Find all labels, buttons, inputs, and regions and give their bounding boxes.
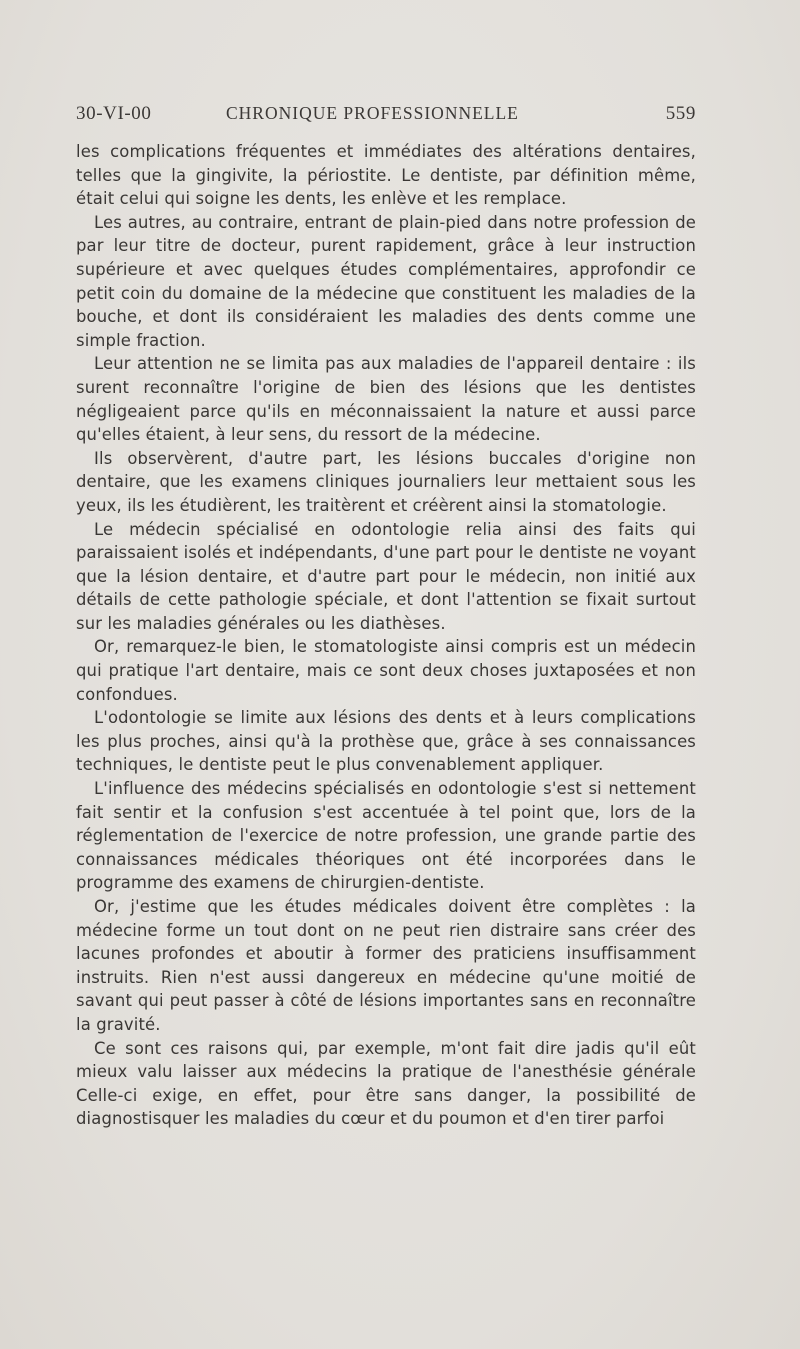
paragraph-10: Ce sont ces raisons qui, par exemple, m'ont fait dire jadis qu'il eût mieux valu laisser aux médecins la pratique de l'anesthésie générale Celle-ci exige, en effet, pour être sans danger, la possibilité de diagnostisquer les maladies du cœur et du poumon et d'en tirer parfoi [76, 1038, 696, 1129]
paragraph-1: les complications fréquentes et immédiates des altérations dentaires, telles que la gingivite, la périostite. Le dentiste, par définition même, était celui qui soigne les dents, les enlève et les remplace. [76, 142, 696, 209]
running-head [76, 103, 696, 129]
issue-date: 30-VI-00 [76, 103, 152, 124]
paragraph-8: L'influence des médecins spécialisés en odontologie s'est si nettement fait sentir et la confusion s'est accentuée à tel point que, lors de la réglementation de l'exercice de notre profession, une grande partie des connaissances médicales théoriques ont été incorporées dans le programme des examens de chirurgien-dentiste. [76, 779, 696, 893]
paragraph-3: Leur attention ne se limita pas aux maladies de l'appareil dentaire : ils surent reconnaître l'origine de bien des lésions que les dentistes négligeaient parce qu'ils en méconnaissaient la nature et aussi parce qu'elles étaient, à leur sens, du ressort de la médecine. [76, 354, 696, 445]
paragraph-9: Or, j'estime que les études médicales doivent être complètes : la médecine forme un tout dont on ne peut rien distraire sans créer des lacunes profondes et aboutir à former des praticiens insuffisamment instruits. Rien n'est aussi dangereux en médecine qu'une moitié de savant qui peut passer à côté de lésions importantes sans en reconnaître la gravité. [76, 897, 696, 1034]
paragraph-2: Les autres, au contraire, entrant de plain-pied dans notre profession de par leur titre de docteur, purent rapidement, grâce à leur instruction supérieure et avec quelques études complémentaires, approfondir ce petit coin du domaine de la médecine que constituent les maladies de la bouche, et dont ils considéraient les maladies des dents comme une simple fraction. [76, 212, 696, 350]
page-number: 559 [665, 103, 696, 124]
paragraph-7: L'odontologie se limite aux lésions des dents et à leurs complications les plus proches, ainsi qu'à la prothèse que, grâce à ses connaissances techniques, le dentiste peut le plus convenablement appliquer. [76, 708, 696, 775]
section-title: CHRONIQUE PROFESSIONNELLE [226, 103, 519, 123]
body-text [76, 140, 696, 1131]
paragraph-4: Ils observèrent, d'autre part, les lésions buccales d'origine non dentaire, que les examens cliniques journaliers leur mettaient sous les yeux, ils les étudièrent, les traitèrent et créèrent ainsi la stomatologie. [76, 448, 696, 515]
paragraph-5: Le médecin spécialisé en odontologie relia ainsi des faits qui paraissaient isolés et indépendants, d'une part pour le dentiste ne voyant que la lésion dentaire, et d'autre part pour le médecin, non initié aux détails de cette pathologie spéciale, et dont l'attention se fixait surtout sur les maladies générales ou les diathèses. [76, 519, 696, 633]
paragraph-6: Or, remarquez-le bien, le stomatologiste ainsi compris est un médecin qui pratique l'art dentaire, mais ce sont deux choses juxtaposées et non confondues. [76, 637, 696, 704]
